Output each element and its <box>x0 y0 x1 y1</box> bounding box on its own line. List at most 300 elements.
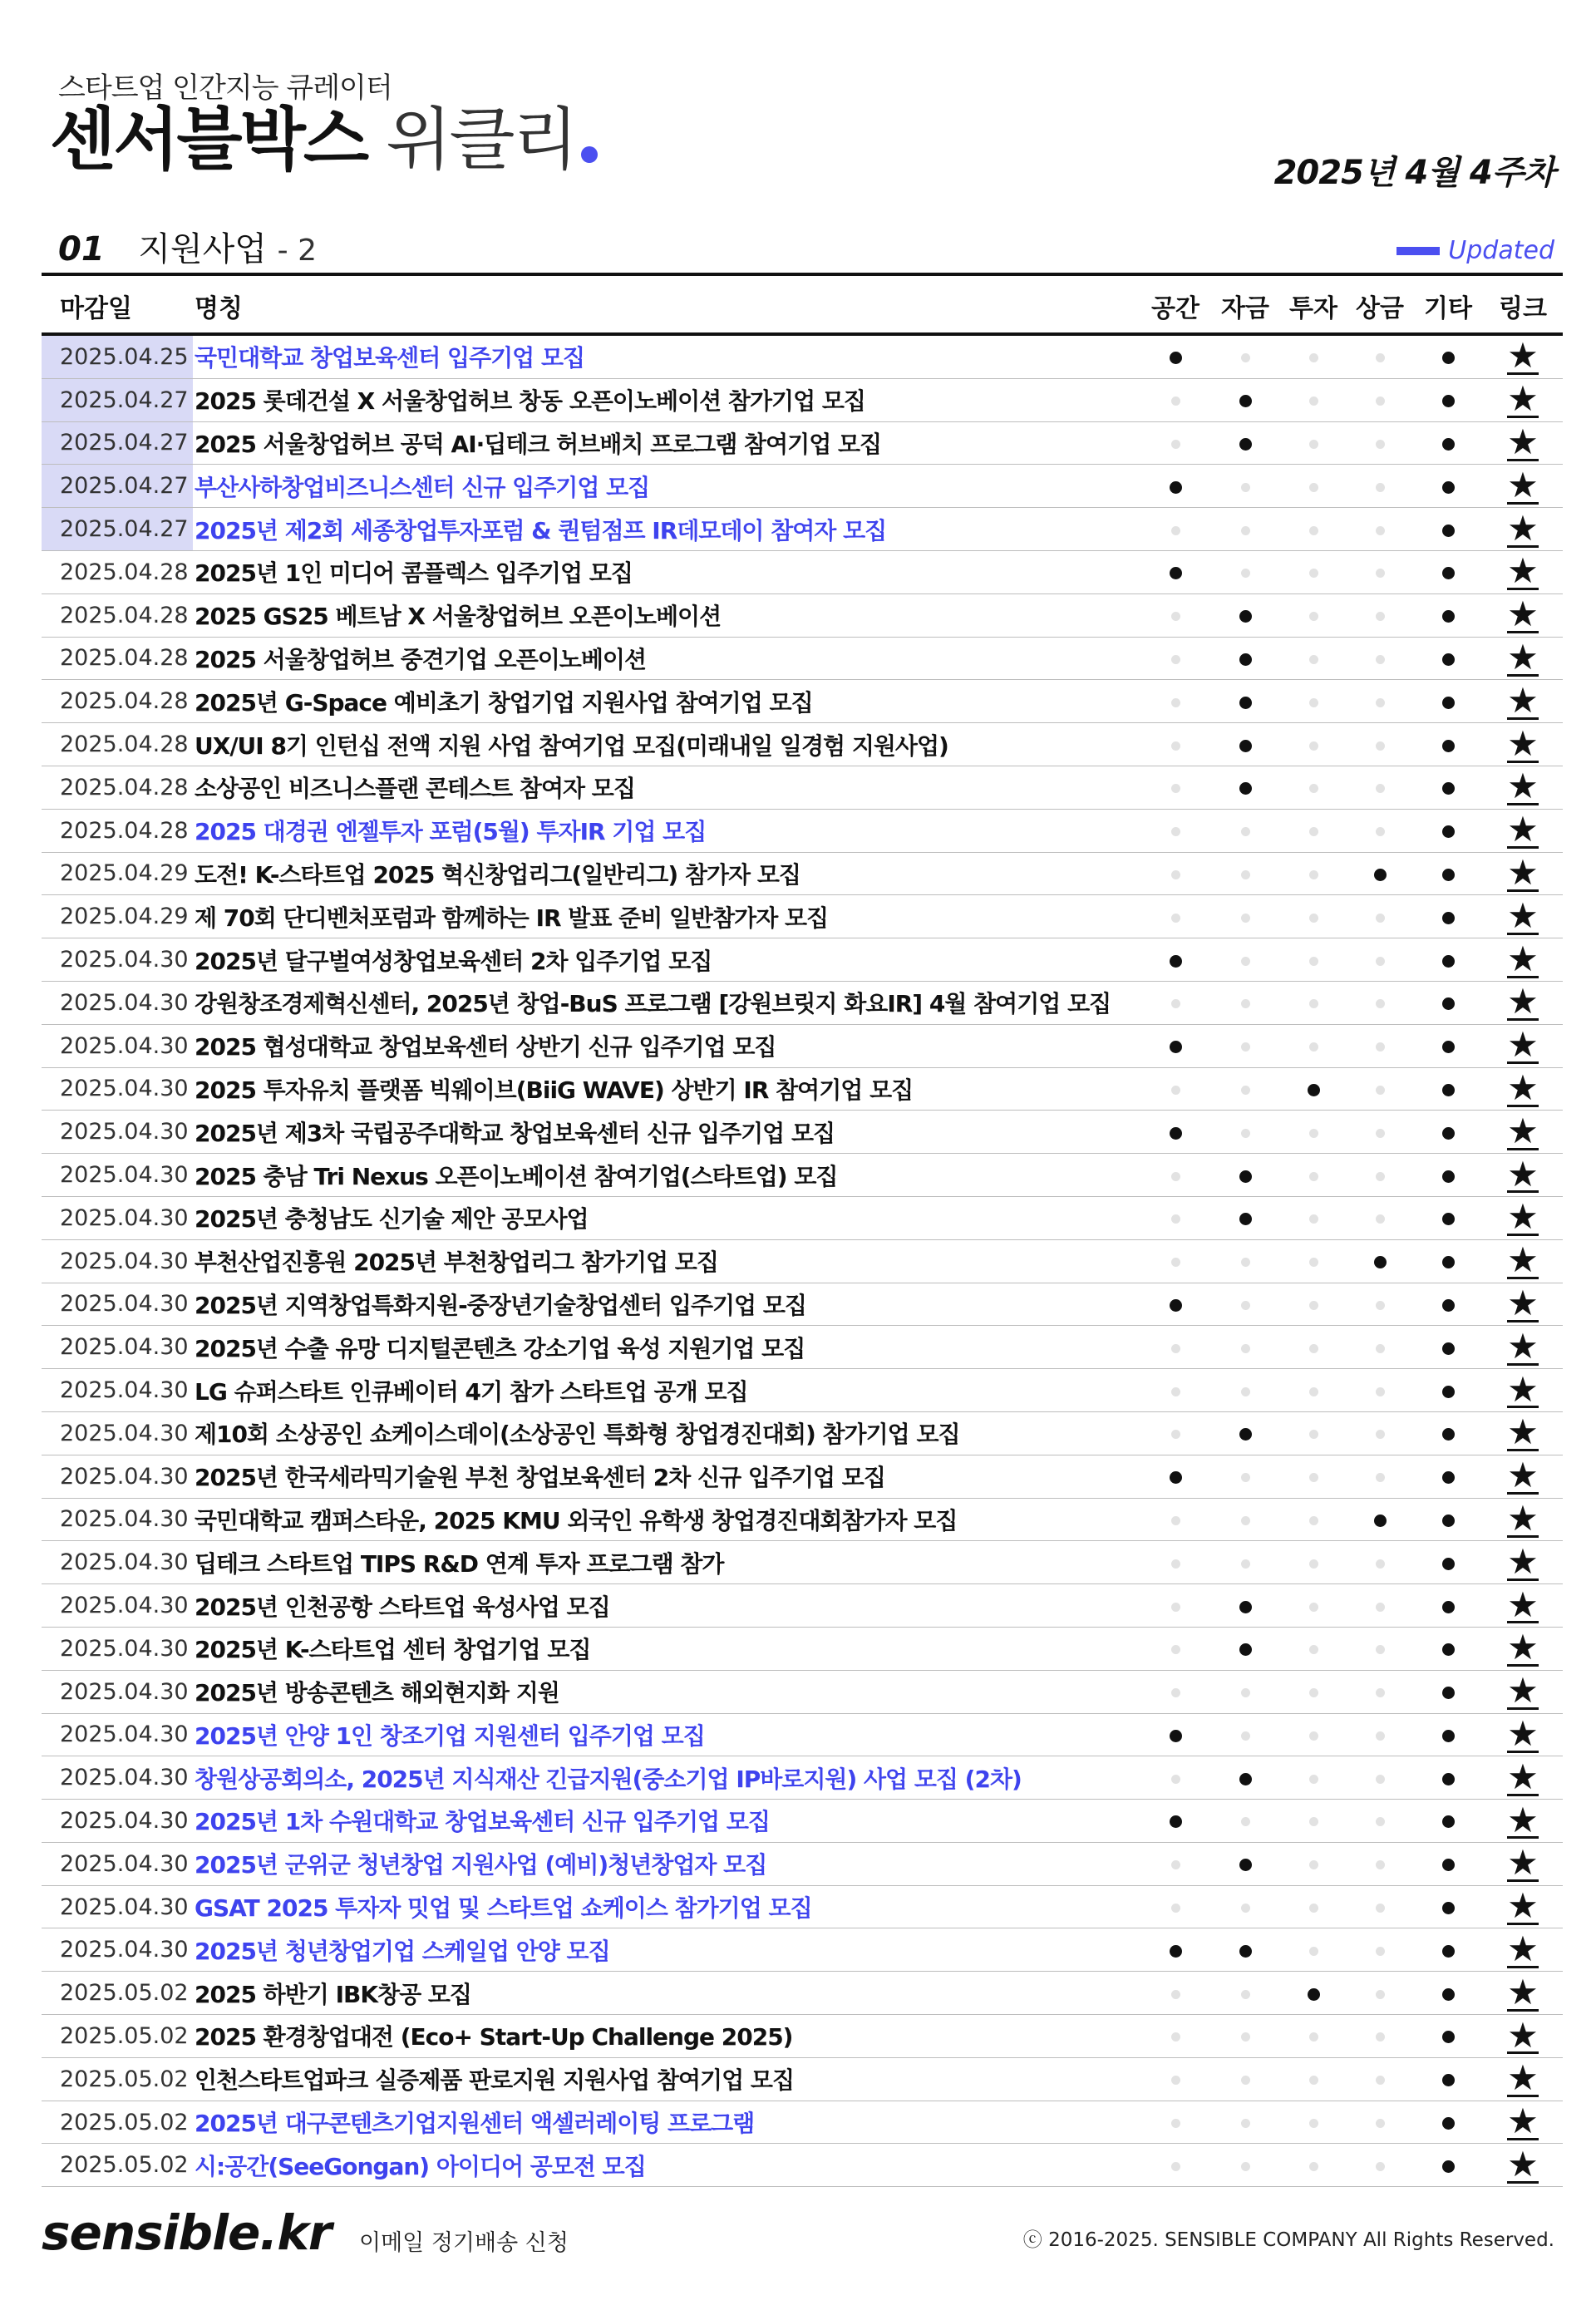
flag-invest-cell <box>1280 895 1347 938</box>
deadline-cell: 2025.04.30 <box>42 1756 193 1800</box>
filled-dot-icon <box>1442 1988 1455 2001</box>
table-row <box>42 1111 1563 1154</box>
flag-space-cell <box>1140 593 1210 637</box>
star-link-icon[interactable]: ★ <box>1507 550 1539 592</box>
star-link-icon[interactable]: ★ <box>1507 1799 1539 1840</box>
link-cell[interactable] <box>1483 1541 1563 1584</box>
filled-dot-icon <box>1442 825 1455 838</box>
flag-fund-cell <box>1210 421 1280 465</box>
star-link-icon[interactable]: ★ <box>1507 2143 1539 2184</box>
link-cell[interactable] <box>1483 1455 1563 1498</box>
link-cell[interactable] <box>1483 766 1563 809</box>
empty-dot-icon <box>1309 1387 1318 1396</box>
link-cell[interactable] <box>1483 1111 1563 1154</box>
link-cell[interactable] <box>1483 334 1563 378</box>
flag-prize-cell <box>1347 2057 1413 2101</box>
link-cell[interactable] <box>1483 2057 1563 2101</box>
flag-etc-cell <box>1413 852 1483 895</box>
link-cell[interactable] <box>1483 2144 1563 2187</box>
flag-space-cell <box>1140 1283 1210 1326</box>
empty-dot-icon <box>1309 1129 1318 1138</box>
empty-dot-icon <box>1309 2119 1318 2128</box>
deadline-cell: 2025.04.28 <box>42 809 193 852</box>
flag-fund-cell <box>1210 1455 1280 1498</box>
deadline-cell: 2025.04.30 <box>42 1842 193 1885</box>
empty-dot-icon <box>1241 526 1250 535</box>
flag-space-cell <box>1140 981 1210 1024</box>
program-name-cell: 2025년 청년창업기업 스케일업 안양 모집 <box>193 1928 1140 1972</box>
flag-fund-cell <box>1210 809 1280 852</box>
table-row <box>42 895 1563 938</box>
flag-etc-cell <box>1413 1111 1483 1154</box>
star-link-icon[interactable]: ★ <box>1507 1928 1539 1969</box>
flag-invest-cell <box>1280 593 1347 637</box>
deadline-cell: 2025.04.30 <box>42 1498 193 1541</box>
flag-space-cell <box>1140 723 1210 766</box>
empty-dot-icon <box>1376 2119 1385 2128</box>
star-link-icon[interactable]: ★ <box>1507 766 1539 807</box>
table-row <box>42 334 1563 378</box>
empty-dot-icon <box>1309 1516 1318 1525</box>
deadline-cell: 2025.04.30 <box>42 1885 193 1928</box>
empty-dot-icon <box>1309 440 1318 449</box>
flag-etc-cell <box>1413 1627 1483 1670</box>
empty-dot-icon <box>1171 1258 1180 1267</box>
star-link-icon[interactable]: ★ <box>1507 722 1539 764</box>
flag-space-cell <box>1140 334 1210 378</box>
link-cell[interactable] <box>1483 1885 1563 1928</box>
star-link-icon[interactable]: ★ <box>1507 852 1539 894</box>
flag-space-cell <box>1140 637 1210 680</box>
empty-dot-icon <box>1376 353 1385 362</box>
link-cell[interactable] <box>1483 1369 1563 1412</box>
star-link-icon[interactable]: ★ <box>1507 809 1539 850</box>
link-cell[interactable] <box>1483 981 1563 1024</box>
empty-dot-icon <box>1309 1603 1318 1612</box>
link-cell[interactable] <box>1483 1411 1563 1455</box>
flag-prize-cell <box>1347 809 1413 852</box>
flag-invest-cell <box>1280 2144 1347 2187</box>
flag-invest-cell <box>1280 680 1347 723</box>
table-row <box>42 1024 1563 1067</box>
flag-invest-cell <box>1280 852 1347 895</box>
link-cell[interactable] <box>1483 637 1563 680</box>
table-row <box>42 1498 1563 1541</box>
empty-dot-icon <box>1309 1430 1318 1439</box>
empty-dot-icon <box>1171 698 1180 707</box>
program-name-cell: 2025년 군위군 청년창업 지원사업 (예비)청년창업자 모집 <box>193 1842 1140 1885</box>
flag-prize-cell <box>1347 1885 1413 1928</box>
flag-prize-cell <box>1347 895 1413 938</box>
link-cell[interactable] <box>1483 2015 1563 2058</box>
program-name-cell: 국민대학교 창업보육센터 입주기업 모집 <box>193 334 1140 378</box>
flag-etc-cell <box>1413 1842 1483 1885</box>
col-header-fund: 자금 <box>1210 279 1280 334</box>
link-cell[interactable] <box>1483 938 1563 982</box>
empty-dot-icon <box>1309 2162 1318 2171</box>
table-row <box>42 1455 1563 1498</box>
flag-fund-cell <box>1210 1111 1280 1154</box>
program-name-cell: 2025년 안양 1인 창조기업 지원센터 입주기업 모집 <box>193 1713 1140 1756</box>
link-cell[interactable] <box>1483 809 1563 852</box>
flag-fund-cell <box>1210 1067 1280 1111</box>
table-row <box>42 637 1563 680</box>
flag-invest-cell <box>1280 2057 1347 2101</box>
link-cell[interactable] <box>1483 723 1563 766</box>
program-name-cell: 2025년 수출 유망 디지털콘텐츠 강소기업 육성 지원기업 모집 <box>193 1326 1140 1369</box>
star-link-icon[interactable]: ★ <box>1507 1971 1539 2012</box>
star-link-icon[interactable]: ★ <box>1507 2014 1539 2056</box>
col-header-invest: 투자 <box>1280 279 1347 334</box>
flag-prize-cell <box>1347 593 1413 637</box>
flag-etc-cell <box>1413 1369 1483 1412</box>
program-name-cell: 2025년 제2회 세종창업투자포럼 & 퀀텀점프 IR데모데이 참여자 모집 <box>193 508 1140 551</box>
empty-dot-icon <box>1171 1387 1180 1396</box>
program-name-cell: 2025 투자유치 플랫폼 빅웨이브(BiiG WAVE) 상반기 IR 참여기업 모집 <box>193 1067 1140 1111</box>
link-cell[interactable] <box>1483 1584 1563 1628</box>
link-cell[interactable] <box>1483 1067 1563 1111</box>
flag-etc-cell <box>1413 1885 1483 1928</box>
star-link-icon[interactable]: ★ <box>1507 593 1539 635</box>
deadline-cell: 2025.04.30 <box>42 1584 193 1628</box>
star-link-icon[interactable]: ★ <box>1507 1239 1539 1281</box>
deadline-cell: 2025.04.28 <box>42 593 193 637</box>
flag-etc-cell <box>1413 2015 1483 2058</box>
link-cell[interactable] <box>1483 2101 1563 2144</box>
updated-legend <box>1396 236 1554 265</box>
link-cell[interactable] <box>1483 1928 1563 1972</box>
filled-dot-icon <box>1239 1213 1252 1225</box>
flag-space-cell <box>1140 508 1210 551</box>
empty-dot-icon <box>1376 1172 1385 1181</box>
star-link-icon[interactable]: ★ <box>1507 894 1539 936</box>
flag-invest-cell <box>1280 809 1347 852</box>
link-cell[interactable] <box>1483 1713 1563 1756</box>
empty-dot-icon <box>1241 353 1250 362</box>
flag-invest-cell <box>1280 1670 1347 1713</box>
flag-etc-cell <box>1413 378 1483 421</box>
star-link-icon[interactable]: ★ <box>1507 637 1539 678</box>
star-link-icon[interactable]: ★ <box>1507 2101 1539 2142</box>
link-cell[interactable] <box>1483 1024 1563 1067</box>
table-row <box>42 550 1563 593</box>
flag-fund-cell <box>1210 852 1280 895</box>
empty-dot-icon <box>1171 784 1180 793</box>
link-cell[interactable] <box>1483 378 1563 421</box>
link-cell[interactable] <box>1483 1239 1563 1283</box>
star-link-icon[interactable]: ★ <box>1507 1670 1539 1712</box>
star-link-icon[interactable]: ★ <box>1507 378 1539 420</box>
empty-dot-icon <box>1241 1258 1250 1267</box>
program-name-cell: 2025 하반기 IBK창공 모집 <box>193 1972 1140 2015</box>
empty-dot-icon <box>1241 2119 1250 2128</box>
empty-dot-icon <box>1241 483 1250 492</box>
flag-prize-cell <box>1347 465 1413 508</box>
link-cell[interactable] <box>1483 1196 1563 1239</box>
footer-logo[interactable]: sensible.kr <box>42 2204 332 2261</box>
empty-dot-icon <box>1376 1344 1385 1353</box>
empty-dot-icon <box>1171 1516 1180 1525</box>
star-link-icon[interactable]: ★ <box>1507 1756 1539 1797</box>
filled-dot-icon <box>1170 1730 1182 1742</box>
star-link-icon[interactable]: ★ <box>1507 1411 1539 1453</box>
program-name-cell: 딥테크 스타트업 TIPS R&D 연계 투자 프로그램 참가 <box>193 1541 1140 1584</box>
flag-fund-cell <box>1210 723 1280 766</box>
flag-prize-cell <box>1347 1627 1413 1670</box>
link-cell[interactable] <box>1483 508 1563 551</box>
program-name-cell: 2025 서울창업허브 공덕 AI·딥테크 허브배치 프로그램 참여기업 모집 <box>193 421 1140 465</box>
link-cell[interactable] <box>1483 1154 1563 1197</box>
empty-dot-icon <box>1309 1172 1318 1181</box>
table-row <box>42 1800 1563 1843</box>
deadline-cell: 2025.04.30 <box>42 1067 193 1111</box>
flag-prize-cell <box>1347 1283 1413 1326</box>
star-link-icon[interactable]: ★ <box>1507 421 1539 463</box>
empty-dot-icon <box>1376 612 1385 621</box>
star-link-icon[interactable]: ★ <box>1507 335 1539 377</box>
table-row <box>42 1885 1563 1928</box>
program-name-cell: 부천산업진흥원 2025년 부천창업리그 참가기업 모집 <box>193 1239 1140 1283</box>
table-row <box>42 1756 1563 1800</box>
copyright: ⓒ 2016-2025. SENSIBLE COMPANY All Rights Reserved. <box>1022 2229 1554 2251</box>
empty-dot-icon <box>1376 569 1385 578</box>
empty-dot-icon <box>1241 1990 1250 1999</box>
star-link-icon[interactable]: ★ <box>1507 1153 1539 1194</box>
support-program-table <box>42 279 1563 2187</box>
table-row <box>42 593 1563 637</box>
flag-space-cell <box>1140 2057 1210 2101</box>
program-name-cell: 2025 충남 Tri Nexus 오픈이노베이션 참여기업(스타트업) 모집 <box>193 1154 1140 1197</box>
flag-invest-cell <box>1280 1326 1347 1369</box>
flag-prize-cell <box>1347 680 1413 723</box>
flag-invest-cell <box>1280 550 1347 593</box>
deadline-cell: 2025.04.30 <box>42 1411 193 1455</box>
flag-prize-cell <box>1347 1972 1413 2015</box>
empty-dot-icon <box>1309 483 1318 492</box>
flag-invest-cell <box>1280 465 1347 508</box>
program-name-cell: 국민대학교 캠퍼스타운, 2025 KMU 외국인 유학생 창업경진대회참가자 모집 <box>193 1498 1140 1541</box>
flag-prize-cell <box>1347 1842 1413 1885</box>
star-link-icon[interactable]: ★ <box>1507 981 1539 1022</box>
filled-dot-icon <box>1442 1041 1455 1053</box>
col-header-space: 공간 <box>1140 279 1210 334</box>
title-dot-icon <box>581 146 598 163</box>
updated-bar-icon <box>1396 247 1440 255</box>
deadline-cell: 2025.05.02 <box>42 2144 193 2187</box>
deadline-cell: 2025.04.30 <box>42 1800 193 1843</box>
empty-dot-icon <box>1309 1775 1318 1784</box>
empty-dot-icon <box>1309 698 1318 707</box>
empty-dot-icon <box>1309 569 1318 578</box>
star-link-icon[interactable]: ★ <box>1507 464 1539 505</box>
top-rule <box>42 273 1563 276</box>
flag-fund-cell <box>1210 1584 1280 1628</box>
filled-dot-icon <box>1442 1428 1455 1441</box>
flag-space-cell <box>1140 1541 1210 1584</box>
star-link-icon[interactable]: ★ <box>1507 1885 1539 1927</box>
empty-dot-icon <box>1171 396 1180 406</box>
filled-dot-icon <box>1442 1515 1455 1527</box>
flag-etc-cell <box>1413 1972 1483 2015</box>
col-header-name: 명칭 <box>193 279 1140 334</box>
flag-etc-cell <box>1413 1670 1483 1713</box>
program-name-cell: 2025년 G-Space 예비초기 창업기업 지원사업 참여기업 모집 <box>193 680 1140 723</box>
deadline-cell: 2025.05.02 <box>42 2015 193 2058</box>
flag-invest-cell <box>1280 1928 1347 1972</box>
filled-dot-icon <box>1170 1127 1182 1140</box>
program-name-cell: 2025년 달구벌여성창업보육센터 2차 입주기업 모집 <box>193 938 1140 982</box>
empty-dot-icon <box>1171 2162 1180 2171</box>
table-row <box>42 680 1563 723</box>
flag-etc-cell <box>1413 508 1483 551</box>
deadline-cell: 2025.04.30 <box>42 1154 193 1197</box>
flag-etc-cell <box>1413 723 1483 766</box>
filled-dot-icon <box>1442 697 1455 709</box>
flag-etc-cell <box>1413 809 1483 852</box>
flag-etc-cell <box>1413 1326 1483 1369</box>
star-link-icon[interactable]: ★ <box>1507 1067 1539 1108</box>
empty-dot-icon <box>1241 1129 1250 1138</box>
filled-dot-icon <box>1442 1471 1455 1484</box>
star-link-icon[interactable]: ★ <box>1507 1110 1539 1151</box>
link-cell[interactable] <box>1483 1800 1563 1843</box>
empty-dot-icon <box>1241 1817 1250 1826</box>
star-link-icon[interactable]: ★ <box>1507 2057 1539 2099</box>
filled-dot-icon <box>1442 1256 1455 1268</box>
empty-dot-icon <box>1171 870 1180 879</box>
flag-space-cell <box>1140 1842 1210 1885</box>
link-cell[interactable] <box>1483 1756 1563 1800</box>
empty-dot-icon <box>1376 1214 1385 1224</box>
flag-prize-cell <box>1347 508 1413 551</box>
empty-dot-icon <box>1171 526 1180 535</box>
table-row <box>42 465 1563 508</box>
star-link-icon[interactable]: ★ <box>1507 1325 1539 1367</box>
flag-space-cell <box>1140 2015 1210 2058</box>
section-subtitle: - 2 <box>277 234 318 268</box>
link-cell[interactable] <box>1483 680 1563 723</box>
table-row <box>42 1670 1563 1713</box>
flag-etc-cell <box>1413 593 1483 637</box>
filled-dot-icon <box>1239 1945 1252 1958</box>
link-cell[interactable] <box>1483 895 1563 938</box>
star-link-icon[interactable]: ★ <box>1507 1283 1539 1323</box>
filled-dot-icon <box>1442 2160 1455 2173</box>
star-link-icon[interactable]: ★ <box>1507 1455 1539 1496</box>
flag-invest-cell <box>1280 1067 1347 1111</box>
star-link-icon[interactable]: ★ <box>1507 1024 1539 1066</box>
star-link-icon[interactable]: ★ <box>1507 1842 1539 1884</box>
filled-dot-icon <box>1170 1815 1182 1828</box>
link-cell[interactable] <box>1483 852 1563 895</box>
star-link-icon[interactable]: ★ <box>1507 679 1539 721</box>
flag-etc-cell <box>1413 1239 1483 1283</box>
filled-dot-icon <box>1442 955 1455 968</box>
star-link-icon[interactable]: ★ <box>1507 507 1539 549</box>
flag-space-cell <box>1140 895 1210 938</box>
flag-invest-cell <box>1280 1627 1347 1670</box>
filled-dot-icon <box>1442 1558 1455 1570</box>
filled-dot-icon <box>1442 1730 1455 1742</box>
star-link-icon[interactable]: ★ <box>1507 1196 1539 1238</box>
flag-prize-cell <box>1347 1498 1413 1541</box>
subscribe-link[interactable]: 이메일 정기배송 신청 <box>359 2230 569 2256</box>
flag-space-cell <box>1140 1239 1210 1283</box>
flag-prize-cell <box>1347 421 1413 465</box>
flag-space-cell <box>1140 1154 1210 1197</box>
filled-dot-icon <box>1239 1170 1252 1183</box>
deadline-cell: 2025.04.28 <box>42 550 193 593</box>
flag-prize-cell <box>1347 1411 1413 1455</box>
star-link-icon[interactable]: ★ <box>1507 1583 1539 1625</box>
table-row <box>42 852 1563 895</box>
star-link-icon[interactable]: ★ <box>1507 1713 1539 1754</box>
empty-dot-icon <box>1241 2076 1250 2085</box>
program-name-cell: 2025 환경창업대전 (Eco+ Start-Up Challenge 2025) <box>193 2015 1140 2058</box>
flag-etc-cell <box>1413 550 1483 593</box>
flag-space-cell <box>1140 809 1210 852</box>
link-cell[interactable] <box>1483 550 1563 593</box>
star-link-icon[interactable]: ★ <box>1507 1627 1539 1668</box>
flag-prize-cell <box>1347 1928 1413 1972</box>
star-link-icon[interactable]: ★ <box>1507 1498 1539 1539</box>
empty-dot-icon <box>1309 957 1318 966</box>
link-cell[interactable] <box>1483 593 1563 637</box>
flag-space-cell <box>1140 1326 1210 1369</box>
empty-dot-icon <box>1241 827 1250 836</box>
section-number: 01 <box>58 230 105 268</box>
empty-dot-icon <box>1241 1473 1250 1482</box>
flag-space-cell <box>1140 766 1210 809</box>
filled-dot-icon <box>1374 869 1387 881</box>
col-header-prize: 상금 <box>1347 279 1413 334</box>
empty-dot-icon <box>1376 957 1385 966</box>
flag-fund-cell <box>1210 1369 1280 1412</box>
star-link-icon[interactable]: ★ <box>1507 938 1539 979</box>
filled-dot-icon <box>1442 1084 1455 1096</box>
flag-space-cell <box>1140 1972 1210 2015</box>
star-link-icon[interactable]: ★ <box>1507 1540 1539 1582</box>
flag-etc-cell <box>1413 2144 1483 2187</box>
table-row <box>42 1928 1563 1972</box>
table-row <box>42 378 1563 421</box>
link-cell[interactable] <box>1483 421 1563 465</box>
link-cell[interactable] <box>1483 465 1563 508</box>
link-cell[interactable] <box>1483 1842 1563 1885</box>
flag-fund-cell <box>1210 1713 1280 1756</box>
link-cell[interactable] <box>1483 1326 1563 1369</box>
table-row <box>42 1842 1563 1885</box>
link-cell[interactable] <box>1483 1670 1563 1713</box>
program-name-cell: 소상공인 비즈니스플랜 콘테스트 참여자 모집 <box>193 766 1140 809</box>
flag-space-cell <box>1140 1756 1210 1800</box>
flag-etc-cell <box>1413 1455 1483 1498</box>
empty-dot-icon <box>1171 914 1180 923</box>
star-link-icon[interactable]: ★ <box>1507 1368 1539 1410</box>
flag-invest-cell <box>1280 1756 1347 1800</box>
flag-etc-cell <box>1413 1283 1483 1326</box>
filled-dot-icon <box>1170 352 1182 364</box>
flag-fund-cell <box>1210 1196 1280 1239</box>
empty-dot-icon <box>1309 741 1318 751</box>
link-cell[interactable] <box>1483 1972 1563 2015</box>
link-cell[interactable] <box>1483 1498 1563 1541</box>
link-cell[interactable] <box>1483 1283 1563 1326</box>
filled-dot-icon <box>1170 955 1182 968</box>
empty-dot-icon <box>1309 1301 1318 1310</box>
table-row <box>42 1369 1563 1412</box>
link-cell[interactable] <box>1483 1627 1563 1670</box>
